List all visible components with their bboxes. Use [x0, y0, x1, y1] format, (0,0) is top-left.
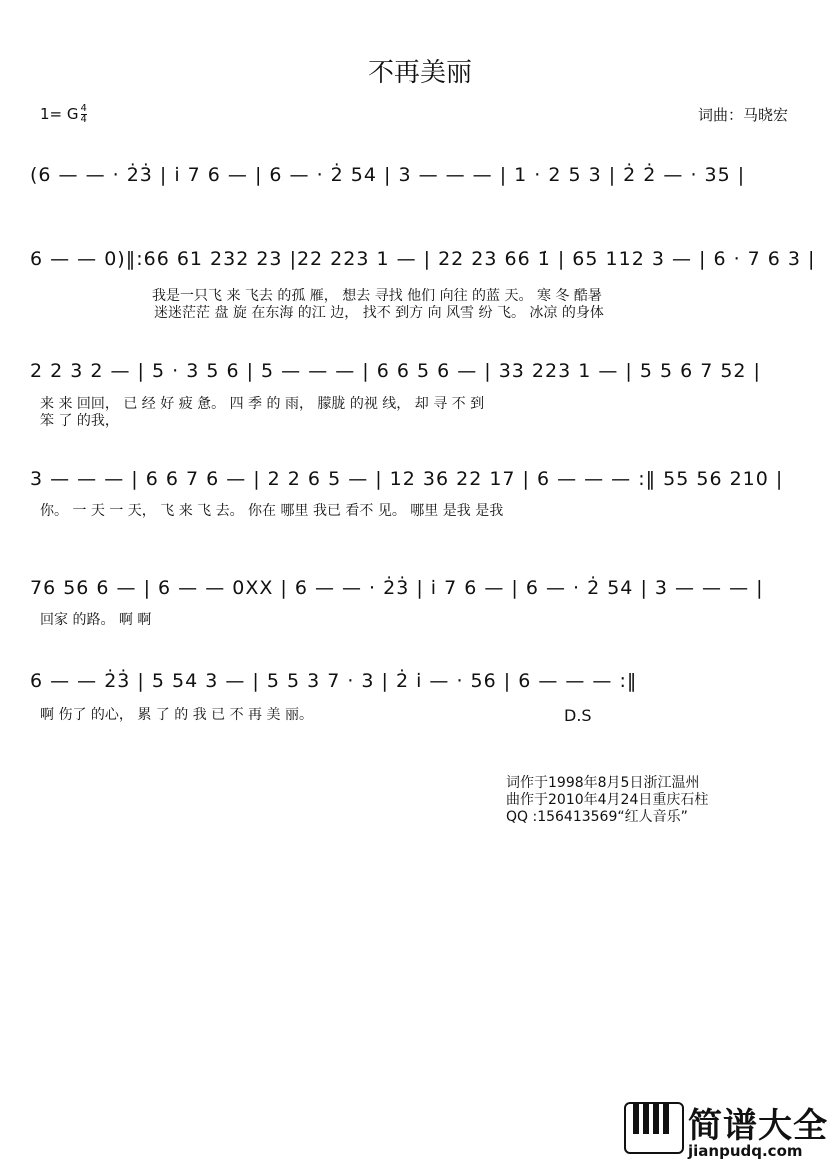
piano-keys-icon — [624, 1102, 684, 1154]
logo-url: jianpudq.com — [688, 1142, 803, 1160]
lyrics-line-2-verse-1: 我是一只飞 来 飞去 的孤 雁， 想去 寻找 他们 向往 的蓝 天。 寒 冬 酷暑 — [152, 288, 602, 304]
credit-music-date: 曲作于2010年4月24日重庆石柱 — [506, 792, 709, 808]
lyrics-line-3-verse-1: 来 来 回回， 已 经 好 疲 惫。 四 季 的 雨， 朦胧 的视 线， 却 寻 不 到 — [40, 396, 485, 412]
logo-brand: 简谱大全 — [688, 1106, 828, 1146]
lyrics-line-4-verse-1: 你。 一 天 一 天， 飞 来 飞 去。 你在 哪里 我已 看不 见。 哪里 是我 是我 — [40, 503, 504, 519]
notation-line-5: 76 56 6 — | 6 — — 0XX | 6 — — · 2̇3̇ | i̇ 7 6 — | 6 — · 2̇ 54 | 3 — — — | — [30, 577, 764, 599]
time-sig-top: 4 — [80, 103, 87, 114]
time-signature — [81, 104, 87, 125]
lyrics-line-2-verse-2: 迷迷茫茫 盘 旋 在东海 的江 边， 找不 到方 向 风雪 纷 飞。 冰凉 的身体 — [154, 305, 604, 321]
key-text: 1= G — [40, 105, 79, 123]
credit-lyrics-date: 词作于1998年8月5日浙江温州 — [506, 775, 700, 791]
lyrics-line-5-verse-1: 回家 的路。 啊 啊 — [40, 612, 152, 628]
notation-line-6: 6 — — 2̇3̇ | 5 54 3 — | 5 5 3 7 · 3 | 2̇ i̇ — · 56 | 6 — — — :‖ — [30, 670, 638, 692]
notation-line-4: 3 — — — | 6 6 7 6 — | 2 2 6 5 — | 12 36 22 17 | 6 — — — :‖ 55 56 210 | — [30, 468, 784, 490]
dal-segno-mark: D.S — [564, 706, 592, 725]
notation-line-3: 2 2 3 2 — | 5 · 3 5 6 | 5 — — — | 6 6 5 6 — | 33 223 1 — | 5 5 6 7 52 | — [30, 360, 761, 382]
composer: 词曲：马晓宏 — [697, 106, 788, 124]
lyrics-line-6-verse-1: 啊 伤了 的心， 累 了 的 我 已 不 再 美 丽。 — [40, 707, 313, 723]
credit-contact: QQ :156413569“红人音乐” — [506, 809, 688, 825]
notation-line-1: (6 — — · 2̇3̇ | i̇ 7 6 — | 6 — · 2̇ 54 | 3 — — — | 1 · 2 5 3 | 2̇ 2̇ — · 35 | — [30, 164, 746, 186]
site-logo — [624, 1096, 834, 1164]
notation-line-2: 6 — — 0)‖:66 61 232 23 |22 223 1 — | 22 23 66 1̇ | 65 112 3 — | 6 · 7 6 3 | — [30, 248, 816, 270]
song-title: 不再美丽 — [367, 58, 472, 88]
credits — [506, 775, 708, 826]
time-sig-bottom: 4 — [80, 114, 87, 125]
key-signature — [40, 104, 87, 125]
lyrics-line-3-verse-2: 笨 了 的我， — [40, 413, 119, 429]
